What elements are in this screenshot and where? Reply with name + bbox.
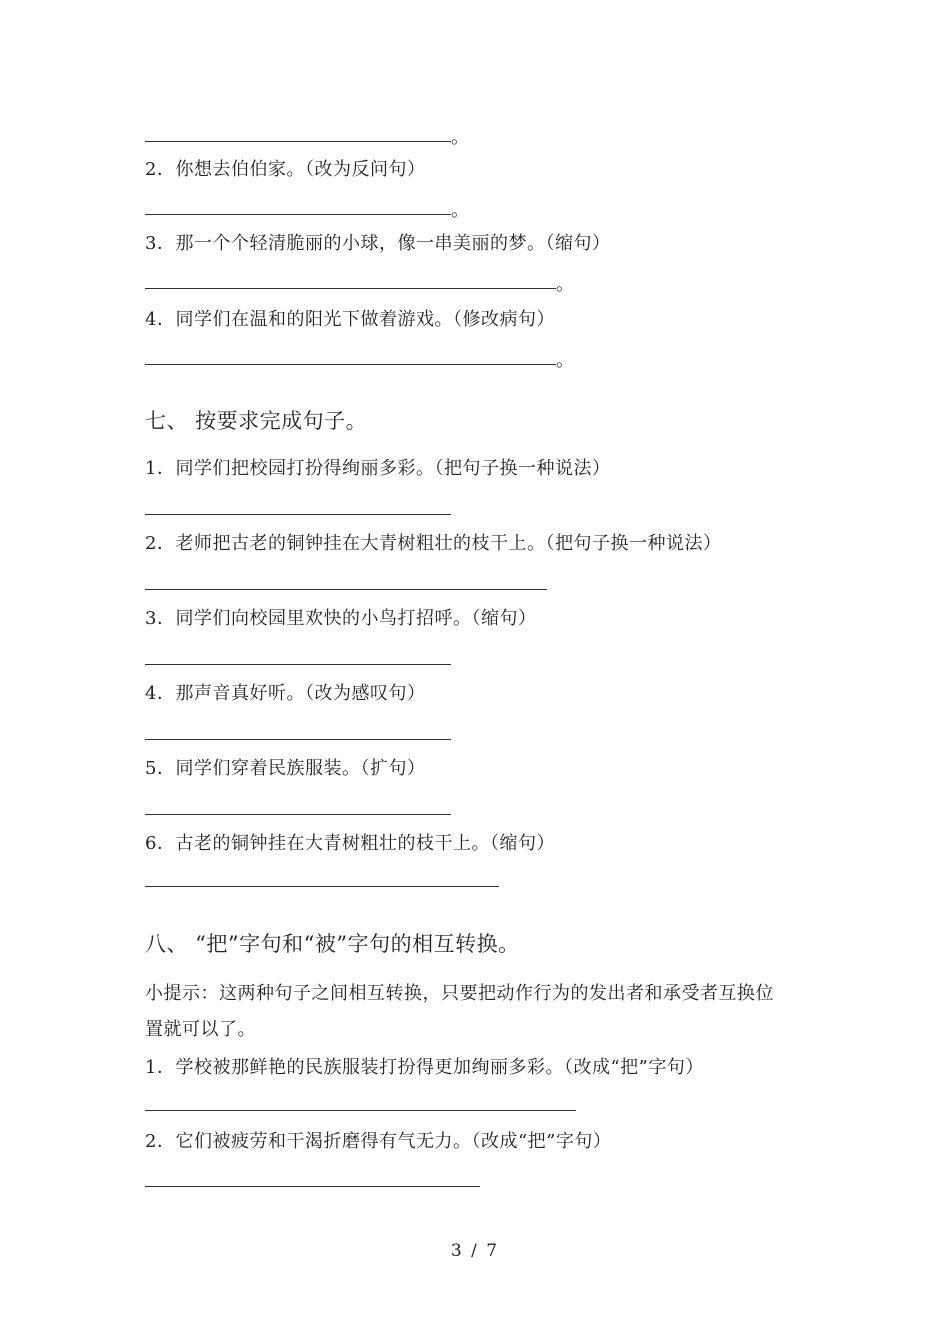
answer-line[interactable]	[145, 589, 547, 590]
tip-text: 小提示：这两种句子之间相互转换，只要把动作行为的发出者和承受者互换位	[145, 983, 774, 1004]
question-item: 2．你想去伯伯家。（改为反问句）	[145, 159, 426, 180]
answer-line[interactable]	[145, 214, 451, 215]
section-title: 八、 “把”字句和“被”字句的相互转换。	[145, 932, 520, 956]
answer-period: 。	[556, 274, 574, 295]
answer-line[interactable]	[145, 1186, 480, 1187]
answer-line[interactable]	[145, 814, 451, 815]
answer-period: 。	[556, 350, 574, 371]
answer-line[interactable]	[145, 288, 556, 289]
question-item: 4．那声音真好听。（改为感叹句）	[145, 683, 426, 704]
question-item: 6．古老的铜钟挂在大青树粗壮的枝干上。（缩句）	[145, 833, 555, 854]
answer-line[interactable]	[145, 886, 499, 887]
answer-line[interactable]	[145, 364, 556, 365]
question-item: 3．那一个个轻清脆丽的小球，像一串美丽的梦。（缩句）	[145, 233, 611, 254]
question-item: 1．学校被那鲜艳的民族服装打扮得更加绚丽多彩。（改成“把”字句）	[145, 1057, 704, 1078]
answer-period: 。	[451, 127, 469, 148]
question-item: 1．同学们把校园打扮得绚丽多彩。（把句子换一种说法）	[145, 458, 611, 479]
tip-text: 置就可以了。	[145, 1019, 256, 1040]
answer-period: 。	[451, 200, 469, 221]
answer-line[interactable]	[145, 141, 451, 142]
question-item: 2．老师把古老的铜钟挂在大青树粗壮的枝干上。（把句子换一种说法）	[145, 533, 722, 554]
question-item: 3．同学们向校园里欢快的小鸟打招呼。（缩句）	[145, 608, 537, 629]
question-item: 2．它们被疲劳和干渴折磨得有气无力。（改成“把”字句）	[145, 1131, 612, 1152]
answer-line[interactable]	[145, 664, 451, 665]
question-item: 4．同学们在温和的阳光下做着游戏。（修改病句）	[145, 309, 555, 330]
answer-line[interactable]	[145, 1110, 576, 1111]
section-title: 七、 按要求完成句子。	[145, 409, 368, 433]
page-number: 3 / 7	[450, 1241, 500, 1261]
question-item: 5．同学们穿着民族服装。（扩句）	[145, 758, 426, 779]
answer-line[interactable]	[145, 739, 451, 740]
answer-line[interactable]	[145, 514, 451, 515]
